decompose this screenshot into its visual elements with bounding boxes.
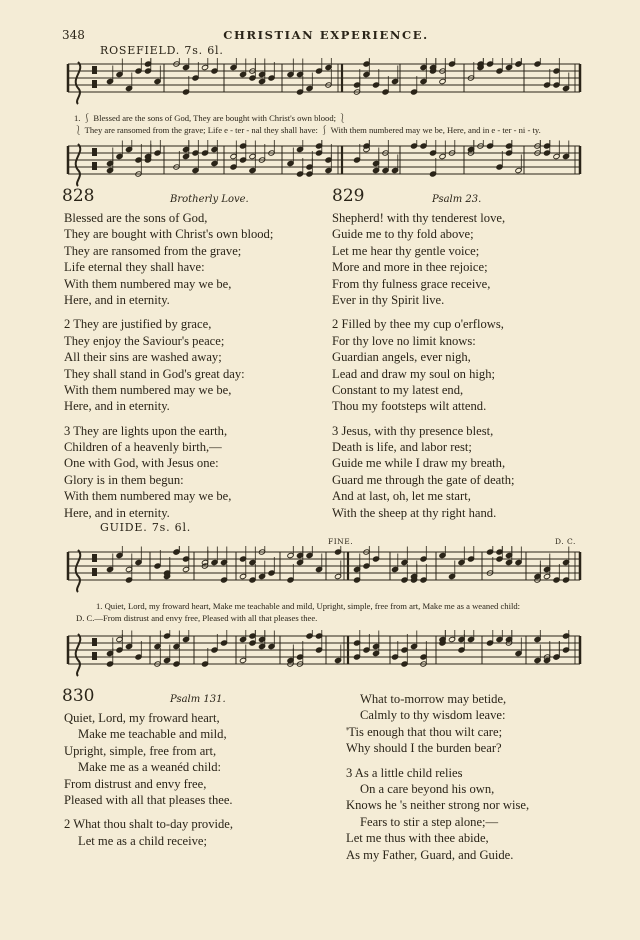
lyric-line-2-guide: D. C.—From distrust and envy free, Pleased with all that pleases thee.: [76, 613, 318, 623]
verse-line: Let me thus with thee abide,: [346, 831, 489, 846]
hymn-source-828: Brotherly Love.: [170, 194, 249, 205]
hymn-number-830: 830: [62, 686, 95, 706]
lyric-line-1-rosefield: 1. ⎰ Blessed are the sons of God, They are bought with Christ's own blood; ⎱: [74, 113, 347, 123]
stanza-gap: [332, 415, 515, 423]
verse-line: On a care beyond his own,: [360, 781, 495, 796]
verse-line: Pleased with all that pleases thee.: [64, 792, 233, 807]
verse-line: Let me hear thy gentle voice;: [332, 243, 480, 258]
verse-line: Here, and in eternity.: [64, 399, 170, 414]
verse-line: Guide me to thy fold above;: [332, 227, 474, 242]
verse-line: 3 They are lights upon the earth,: [64, 423, 228, 438]
bass-staff-rosefield: [64, 140, 584, 188]
fine-mark: FINE.: [328, 537, 354, 546]
verse-line: Shepherd! with thy tenderest love,: [332, 211, 506, 225]
da-capo-mark: D. C.: [555, 537, 576, 546]
tune-title-guide: GUIDE. 7s. 6l.: [100, 521, 192, 534]
stanza-gap: [346, 757, 529, 765]
verse-line: And at last, oh, let me start,: [332, 489, 471, 504]
stanza-gap: [64, 808, 233, 816]
verse-line: From thy fulness grace receive,: [332, 276, 491, 291]
verse-line: Fears to stir a step alone;—: [360, 814, 499, 829]
verse-line: With the sheep at thy right hand.: [332, 505, 497, 520]
verse-line: Upright, simple, free from art,: [64, 743, 217, 758]
verse-line: Glory is in them begun:: [64, 472, 184, 487]
lyric-line-1-guide: 1. Quiet, Lord, my froward heart, Make me teachable and mild, Upright, simple, free from art, Make me as a weaned child:: [96, 601, 521, 611]
running-head: CHRISTIAN EXPERIENCE.: [223, 28, 429, 42]
verse-line: Knows he 's neither strong nor wise,: [346, 798, 530, 813]
verse-line: Constant to my latest end,: [332, 382, 464, 397]
verse-line: Lead and draw my soul on high;: [332, 366, 495, 381]
verse-line: What to-morrow may betide,: [360, 692, 507, 706]
verse-line: With them numbered may we be,: [64, 382, 232, 397]
verse-line: Make me as a weanéd child:: [78, 760, 222, 775]
lyric-line-2-rosefield: ⎱ They are ransomed from the grave; Life e - ter - nal they shall have: ⎰ With them numbered may we be, Here, and in e - ter - ni - ty.: [74, 125, 541, 135]
verse-line: Blessed are the sons of God,: [64, 211, 208, 225]
verse-line: 2 What thou shalt to-day provide,: [64, 817, 234, 832]
stanza-gap: [332, 308, 515, 316]
verse-line: For thy love no limit knows:: [332, 333, 476, 348]
verse-line: As my Father, Guard, and Guide.: [346, 847, 514, 862]
verse-line: Children of a heavenly birth,—: [64, 440, 222, 455]
hymn-text-828: [64, 210, 273, 521]
verse-line: Quiet, Lord, my froward heart,: [64, 711, 220, 725]
page-number: 348: [62, 28, 85, 42]
hymn-source-830: Psalm 131.: [170, 694, 226, 705]
verse-line: They are ransomed from the grave;: [64, 243, 242, 258]
hymn-number-829: 829: [332, 186, 365, 206]
verse-line: Thou my footsteps wilt attend.: [332, 399, 487, 414]
verse-line: Death is life, and labor rest;: [332, 440, 472, 455]
treble-staff-guide: [64, 546, 584, 594]
page-header: [62, 28, 590, 44]
verse-line: More and more in thee rejoice;: [332, 260, 488, 275]
verse-line: Guardian angels, ever nigh,: [332, 350, 471, 365]
verse-line: Life eternal they shall have:: [64, 260, 205, 275]
verse-line: All their sins are washed away;: [64, 350, 222, 365]
verse-line: Let me as a child receive;: [78, 833, 208, 848]
hymn-source-829: Psalm 23.: [432, 194, 482, 205]
verse-line: They shall stand in God's great day:: [64, 366, 245, 381]
stanza-gap: [64, 308, 273, 316]
verse-line: With them numbered may we be,: [64, 489, 232, 504]
verse-line: 3 Jesus, with thy presence blest,: [332, 423, 494, 438]
tune-title-rosefield: ROSEFIELD. 7s. 6l.: [100, 44, 224, 57]
verse-line: With them numbered may we be,: [64, 276, 232, 291]
verse-line: They are bought with Christ's own blood;: [64, 227, 274, 242]
hymn-text-829: [332, 210, 515, 521]
verse-line: Why should I the burden bear?: [346, 741, 502, 756]
verse-line: 2 Filled by thee my cup o'erflows,: [332, 317, 504, 332]
verse-line: 2 They are justified by grace,: [64, 317, 212, 332]
verse-line: They enjoy the Saviour's peace;: [64, 333, 225, 348]
verse-line: Make me teachable and mild,: [78, 727, 227, 742]
verse-line: Calmly to thy wisdom leave:: [360, 708, 506, 723]
verse-line: One with God, with Jesus one:: [64, 456, 219, 471]
bass-staff-guide: [64, 630, 584, 678]
hymn-text-830-left: [64, 710, 233, 849]
verse-line: Here, and in eternity.: [64, 505, 170, 520]
verse-line: From distrust and envy free,: [64, 776, 207, 791]
hymn-number-828: 828: [62, 186, 95, 206]
verse-line: Here, and in eternity.: [64, 292, 170, 307]
verse-line: Ever in thy Spirit live.: [332, 292, 445, 307]
hymn-text-830-right: [346, 691, 529, 863]
stanza-gap: [64, 415, 273, 423]
verse-line: Guide me while I draw my breath,: [332, 456, 506, 471]
verse-line: 'Tis enough that thou wilt care;: [346, 724, 503, 739]
treble-staff-rosefield: [64, 58, 584, 106]
verse-line: Guard me through the gate of death;: [332, 472, 515, 487]
verse-line: 3 As a little child relies: [346, 765, 463, 780]
